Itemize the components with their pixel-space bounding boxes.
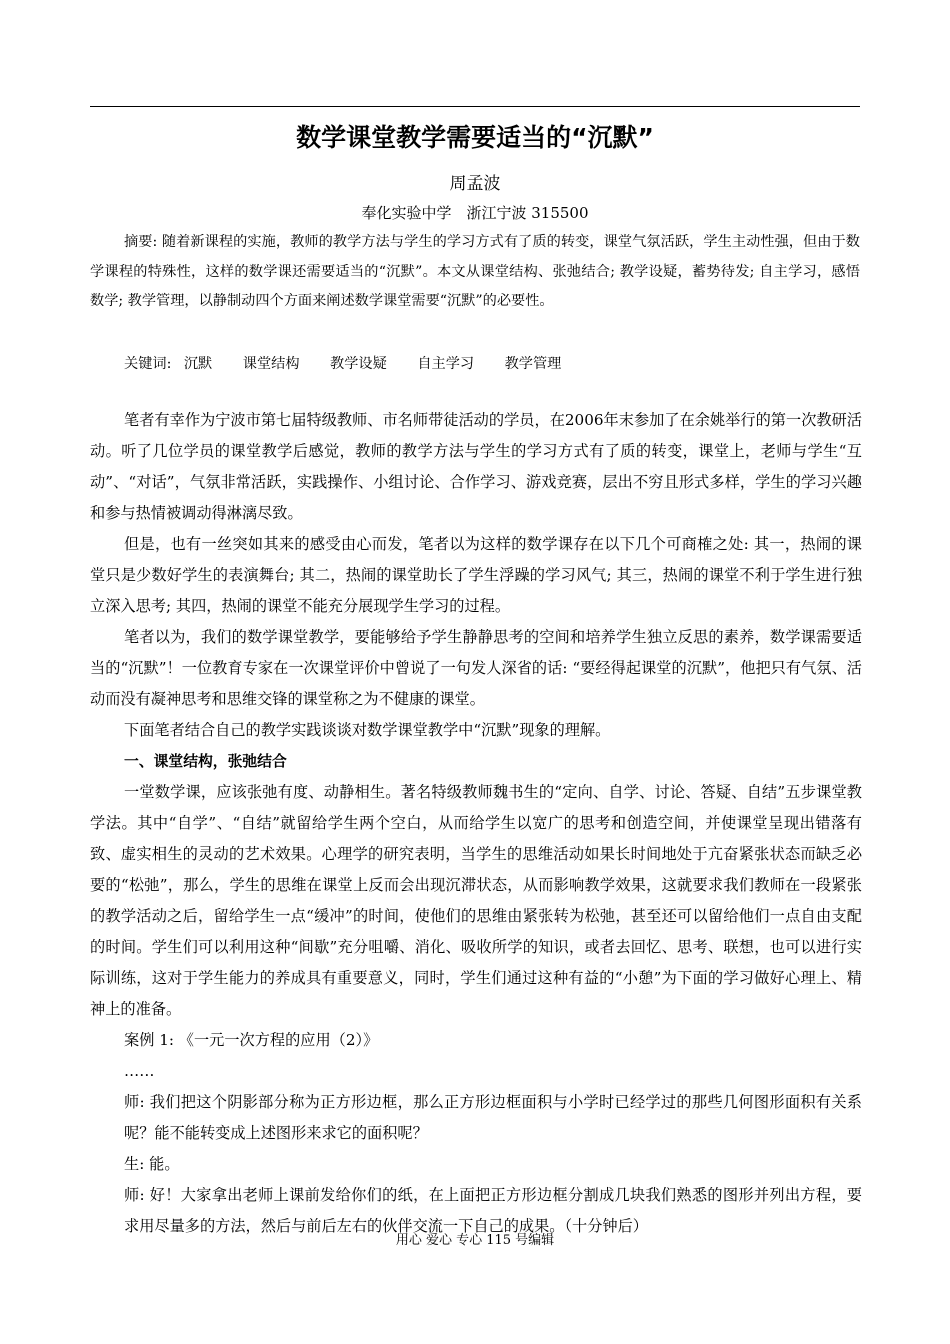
page-footer: 用心 爱心 专心 115 号编辑 (395, 1233, 555, 1248)
body-paragraph: 笔者以为，我们的数学课堂教学，要能够给予学生静静思考的空间和培养学生独立反思的素养，数学课需要适当的“沉默”！一位教育专家在一次课堂评价中曾说了一句发人深省的话: “要经得起课堂的沉默”，他把只有气氛、活动而没有凝神思考和思维交锋的课堂称之为不健康的课堂。 (90, 628, 862, 708)
keyword: 教学设疑 (330, 356, 387, 372)
author-affiliation: 奉化实验中学 浙江宁波 315500 (361, 204, 589, 222)
article-body (90, 405, 862, 1242)
keyword: 自主学习 (417, 356, 475, 372)
section-heading: 一、课堂结构，张弛结合 (124, 753, 287, 770)
abstract: 摘要: 随着新课程的实施，教师的教学方法与学生的学习方式有了质的转变，课堂气氛活跃，学生主动性强，但由于数学课程的特殊性，这样的数学课还需要适当的“沉默”。本文从课堂结构、张弛结合; 教学设疑，蓄势待发; 自主学习，感悟数学; 教学管理，以静制动四个方面来阐述数学课堂需要“沉默”的必要性。 (90, 234, 860, 309)
body-paragraph: 笔者有幸作为宁波市第七届特级教师、市名师带徒活动的学员，在2006年末参加了在余姚举行的第一次教研活动。听了几位学员的课堂教学后感觉，教师的教学方法与学生的学习方式有了质的转变，课堂上，老师与学生“互动”、“对话”，气氛非常活跃，实践操作、小组讨论、合作学习、游戏竞赛，层出不穷且形式多样，学生的学习兴趣和参与热情被调动得淋漓尽致。 (90, 411, 862, 522)
header-rule (90, 106, 860, 107)
page-title: 数学课堂教学需要适当的“沉默” (296, 123, 654, 152)
case-title: 案例 1: 《一元一次方程的应用（2）》 (124, 1031, 379, 1049)
author-name: 周孟波 (449, 174, 501, 194)
dialog-line: 师: 好！大家拿出老师上课前发给你们的纸，在上面把正方形边框分割成几块我们熟悉的图形并列出方程，要求用尽量多的方法，然后与前后左右的伙伴交流一下自己的成果。（十分钟后） (124, 1186, 862, 1235)
keywords (124, 350, 860, 378)
keyword: 课堂结构 (242, 356, 300, 372)
keyword: 教学管理 (504, 356, 562, 372)
ellipsis: …… (124, 1062, 155, 1080)
body-paragraph: 但是，也有一丝突如其来的感受由心而发，笔者以为这样的数学课存在以下几个可商榷之处: 其一，热闹的课堂只是少数好学生的表演舞台; 其二，热闹的课堂助长了学生浮躁的学习风气; 其三，热闹的课堂不利于学生进行独立深入思考; 其四，热闹的课堂不能充分展现学生学习的过程。 (90, 535, 862, 615)
body-paragraph: 下面笔者结合自己的教学实践谈谈对数学课堂教学中“沉默”现象的理解。 (124, 721, 611, 739)
keyword: 沉默 (183, 356, 213, 372)
body-paragraph: 一堂数学课，应该张弛有度、动静相生。著名特级教师魏书生的“定向、自学、讨论、答疑、自结”五步课堂教学法。其中“自学”、“自结”就留给学生两个空白，从而给学生以宽广的思考和创造空间，并使课堂呈现出错落有致、虚实相生的灵动的艺术效果。心理学的研究表明，当学生的思维活动如果长时间地处于亢奋紧张状态而缺乏必要的“松弛”，那么，学生的思维在课堂上反而会出现沉滞状态，从而影响教学效果，这就要求我们教师在一段紧张的教学活动之后，留给学生一点“缓冲”的时间，使他们的思维由紧张转为松弛，甚至还可以留给他们一点自由支配的时间。学生们可以利用这种“间歇”充分咀嚼、消化、吸收所学的知识，或者去回忆、思考、联想，也可以进行实际训练，这对于学生能力的养成具有重要意义，同时，学生们通过这种有益的“小憩”为下面的学习做好心理上、精神上的准备。 (90, 783, 862, 1018)
dialog-line: 师: 我们把这个阴影部分称为正方形边框，那么正方形边框面积与小学时已经学过的那些几何图形面积有关系呢？能不能转变成上述图形来求它的面积呢？ (124, 1093, 862, 1142)
dialog-line: 生: 能。 (124, 1155, 180, 1173)
keywords-label: 关键词: (124, 356, 172, 372)
